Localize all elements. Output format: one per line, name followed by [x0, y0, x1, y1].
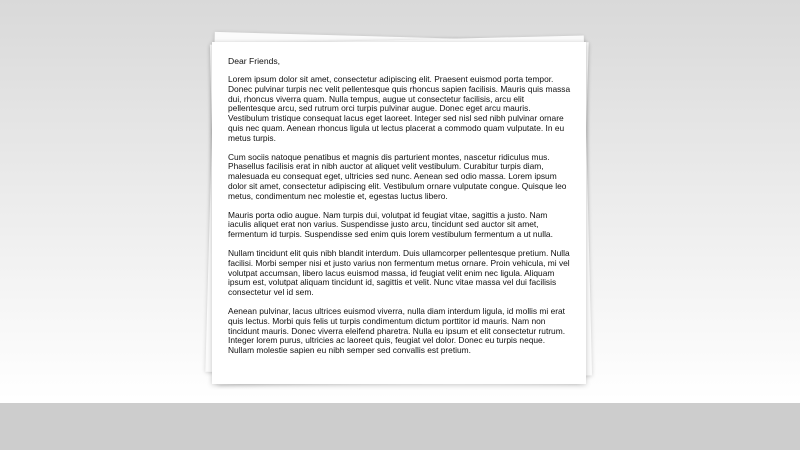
letter-page	[212, 42, 586, 384]
letter-paragraph: Lorem ipsum dolor sit amet, consectetur adipiscing elit. Praesent euismod porta tempor. Donec pulvinar turpis nec velit pellentesque quis rhoncus sapien facilisis. Mauris quis massa dui, rhoncus viverra quam. Nulla tempus, augue ut consectetur facilisis, arcu elit pellentesque arcu, sed rutrum orci turpis pulvinar augue. Donec eget arcu mauris. Vestibulum tristique consequat lacus eget laoreet. Integer sed nisl sed nibh pulvinar ornare quis nec quam. Aenean rhoncus ligula ut lectus placerat a commodo quam vulputate. In eu metus turpis.	[228, 74, 571, 143]
letter-paragraph: Aenean pulvinar, lacus ultrices euismod viverra, nulla diam interdum ligula, id mollis mi erat quis lectus. Morbi quis felis ut turpis condimentum dictum porttitor id mauris. Nam non tincidunt mauris. Donec viverra eleifend pharetra. Nulla eu ipsum et elit consectetur rutrum. Integer lorem purus, ultricies ac laoreet quis, feugiat vel dolor. Donec eu turpis neque. Nullam molestie sapien eu nibh semper sed convallis est pretium.	[228, 305, 566, 356]
letter-paragraph: Mauris porta odio augue. Nam turpis dui, volutpat id feugiat vitae, sagittis a justo. Nam iaculis aliquet erat non varius. Suspendisse justo arcu, tincidunt sed auctor sit amet, fermentum id turpis. Suspendisse sed enim quis lorem vestibulum fermentum a ut nulla.	[228, 209, 553, 240]
letter-greeting: Dear Friends,	[228, 56, 281, 66]
letter-paragraph: Nullam tincidunt elit quis nibh blandit interdum. Duis ullamcorper pellentesque pretium. Nulla facilisi. Morbi semper nisi et justo varius non fermentum metus ornare. Proin vehicula, mi vel volutpat accumsan, libero lacus euismod massa, id feugiat velit enim nec ligula. Aliquam ipsum est, volutpat aliquam tincidunt id, sagittis et velit. Nunc vitae massa vel dui facilisis consectetur vel id sem.	[228, 247, 570, 298]
letter-paragraph: Cum sociis natoque penatibus et magnis dis parturient montes, nascetur ridiculus mus. Phasellus facilisis erat in nibh auctor at aliquet velit vestibulum. Curabitur turpis diam, malesuada eu consequat eget, ultricies sed nunc. Aenean sed odio massa. Lorem ipsum dolor sit amet, consectetur adipiscing elit. Vestibulum ornare vulputate congue. Quisque leo metus, condimentum nec molestie et, egestas luctus libero.	[228, 151, 567, 201]
floor-surface	[0, 403, 800, 450]
